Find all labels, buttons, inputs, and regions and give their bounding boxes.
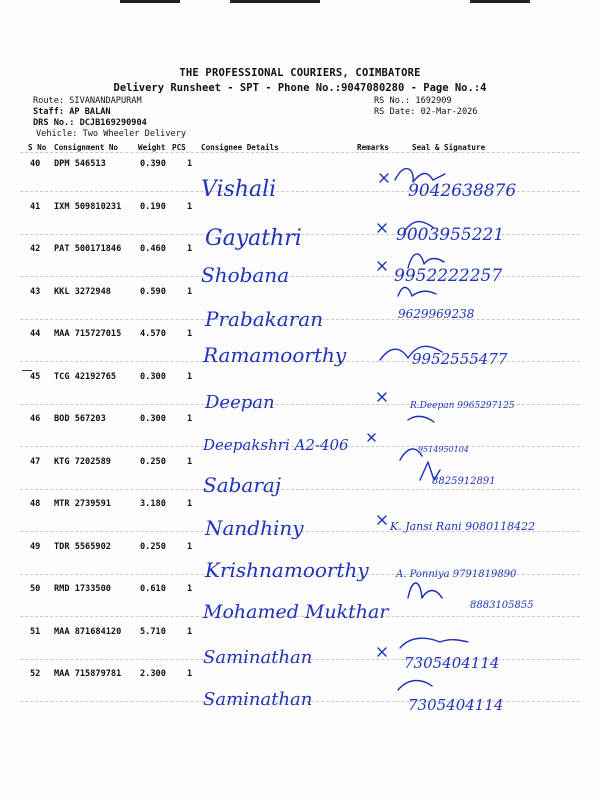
handwritten-consignee: Nandhiny — [205, 516, 304, 540]
cell-sno: 45 — [30, 371, 41, 382]
company-title: THE PROFESSIONAL COURIERS, COIMBATORE — [179, 67, 421, 79]
cell-consignment: TCG 42192765 — [54, 371, 117, 382]
handwritten-consignee: Shobana — [201, 263, 290, 287]
row-divider — [20, 446, 580, 447]
row-divider — [20, 574, 580, 575]
vehicle-label: Vehicle: Two Wheeler Delivery — [36, 129, 187, 139]
cell-weight: 5.710 — [140, 626, 166, 637]
row-divider — [20, 152, 580, 153]
handwritten-phone: 9003955221 — [396, 225, 505, 245]
handwritten-phone: R.Deepan 9965297125 — [410, 401, 515, 411]
rs-number: RS No.: 1692909 — [374, 96, 452, 106]
handwritten-consignee: Ramamoorthy — [203, 343, 347, 367]
cell-weight: 0.250 — [140, 456, 166, 467]
cell-pcs: 1 — [187, 626, 193, 637]
staff-label: Staff: AP BALAN — [33, 107, 111, 117]
handwritten-consignee: Deepakshri A2-406 — [203, 436, 349, 454]
cell-consignment: RMD 1733500 — [54, 584, 111, 594]
cell-consignment: DPM 546513 — [54, 159, 106, 169]
cell-consignment: MAA 715879781 — [54, 669, 122, 679]
cell-weight: 0.460 — [140, 244, 166, 254]
row-divider — [20, 234, 580, 235]
cell-pcs: 1 — [187, 286, 193, 297]
row-divider — [20, 404, 580, 405]
cell-pcs: 1 — [187, 414, 193, 424]
row-divider — [20, 659, 580, 660]
cell-pcs: 1 — [187, 456, 193, 467]
handwritten-consignee: Krishnamoorthy — [205, 558, 369, 582]
cell-weight: 0.300 — [140, 414, 166, 424]
row-divider — [20, 616, 580, 617]
cell-weight: 0.610 — [140, 584, 166, 594]
cell-weight: 0.250 — [140, 541, 166, 552]
handwritten-phone: 9629969238 — [398, 307, 475, 321]
cell-consignment: BOD 567203 — [54, 414, 106, 424]
cell-sno: 41 — [30, 201, 41, 212]
cell-sno: 40 — [30, 159, 41, 169]
handwritten-phone: 8883105855 — [470, 600, 534, 611]
cell-consignment: KKL 3272948 — [54, 286, 111, 297]
handwritten-consignee: Saminathan — [203, 689, 313, 710]
cell-consignment: MAA 715727015 — [54, 329, 122, 339]
cell-weight: 0.390 — [140, 159, 166, 169]
cell-pcs: 1 — [187, 499, 193, 509]
cell-weight: 0.190 — [140, 201, 166, 212]
row-divider — [20, 531, 580, 532]
drs-label: DRS No.: DCJB169290904 — [33, 118, 147, 128]
column-consignment: Consignment No — [54, 143, 119, 152]
scan-edge-marks — [0, 0, 600, 6]
cell-sno: 51 — [30, 626, 41, 637]
handwritten-phone: 9952555477 — [412, 350, 508, 368]
handwritten-phone: A. Ponniya 9791819890 — [396, 569, 517, 580]
row-divider — [20, 361, 580, 362]
cell-weight: 3.180 — [140, 499, 166, 509]
cell-sno: 52 — [30, 669, 41, 679]
row-divider — [20, 191, 580, 192]
handwritten-phone: 8825912891 — [432, 476, 496, 487]
handwritten-phone: 7305404114 — [408, 696, 504, 714]
cell-pcs: 1 — [187, 244, 193, 254]
cell-weight: 2.300 — [140, 669, 166, 679]
handwritten-consignee: Mohamed Mukthar — [203, 601, 389, 623]
cell-consignment: KTG 7202589 — [54, 456, 111, 467]
cell-sno: 44 — [30, 329, 41, 339]
handwritten-consignee: Deepan — [205, 392, 275, 413]
cell-pcs: 1 — [187, 159, 193, 169]
column-seal: Seal & Signature — [412, 143, 486, 152]
handwritten-consignee: Gayathri — [205, 226, 302, 251]
rs-date: RS Date: 02-Mar-2026 — [374, 107, 478, 117]
row-divider — [20, 701, 580, 702]
cell-sno: 50 — [30, 584, 41, 594]
row-divider — [20, 276, 580, 277]
cell-consignment: TDR 5565902 — [54, 541, 111, 552]
cell-weight: 0.590 — [140, 286, 166, 297]
cell-pcs: 1 — [187, 541, 193, 552]
cell-sno: 49 — [30, 541, 41, 552]
column-remarks: Remarks — [357, 143, 390, 152]
cell-consignment: MAA 871684120 — [54, 626, 122, 637]
cell-pcs: 1 — [187, 201, 193, 212]
runsheet-title: Delivery Runsheet - SPT - Phone No.:9047080280 - Page No.:4 — [113, 82, 487, 94]
column-sno: S No — [28, 143, 47, 152]
handwritten-phone: 9952222257 — [394, 266, 503, 286]
cell-weight: 0.300 — [140, 371, 166, 382]
cell-consignment: IXM 509810231 — [54, 201, 122, 212]
cell-sno: 48 — [30, 499, 41, 509]
cell-sno: 46 — [30, 414, 41, 424]
signature-scribbles — [380, 169, 468, 690]
cell-sno: 47 — [30, 456, 41, 467]
handwritten-consignee: Vishali — [201, 177, 277, 202]
handwritten-consignee: Saminathan — [203, 647, 313, 668]
handwritten-consignee: Prabakaran — [205, 307, 324, 331]
route-label: Route: SIVANANDAPURAM — [33, 96, 142, 106]
cell-pcs: 1 — [187, 329, 193, 339]
cell-sno: 43 — [30, 286, 41, 297]
row-divider — [20, 489, 580, 490]
handwritten-phone: 7305404114 — [404, 654, 500, 672]
column-pcs: PCS — [172, 143, 186, 152]
handwritten-phone: K. Jansi Rani 9080118422 — [390, 520, 536, 533]
cell-pcs: 1 — [187, 584, 193, 594]
cell-weight: 4.570 — [140, 329, 166, 339]
handwritten-phone: 9514950104 — [418, 445, 469, 454]
tick-mark — [22, 370, 32, 371]
column-weight: Weight — [138, 143, 166, 152]
column-consignee: Consignee Details — [201, 143, 279, 152]
cell-consignment: MTR 2739591 — [54, 499, 111, 509]
cell-pcs: 1 — [187, 669, 193, 679]
cell-consignment: PAT 500171846 — [54, 244, 122, 254]
handwritten-phone: 9042638876 — [408, 181, 517, 201]
handwritten-consignee: Sabaraj — [203, 473, 282, 497]
row-divider — [20, 319, 580, 320]
cell-pcs: 1 — [187, 371, 193, 382]
cell-sno: 42 — [30, 244, 41, 254]
remarks-crosses — [368, 174, 388, 656]
